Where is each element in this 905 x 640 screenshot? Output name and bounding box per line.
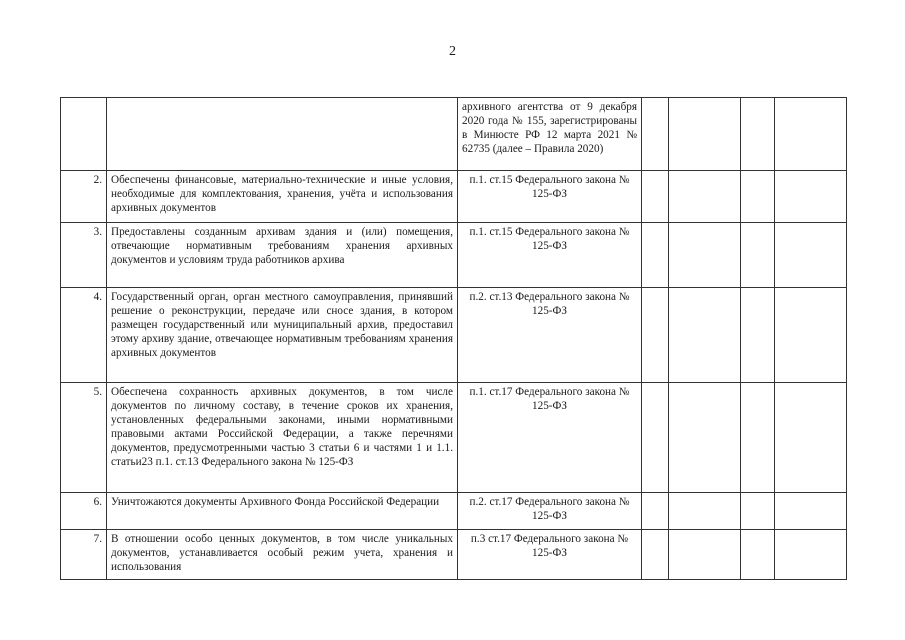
- row-number: 2.: [61, 171, 107, 223]
- empty-cell: [741, 288, 775, 383]
- requirement-text: Государственный орган, орган местного самоуправления, принявший решение о реконструкции, передаче или сносе здания, в котором размещен государственный или муниципальный архив, предоставил этому архиву здание, отвечающее нормативным требованиям хранения архивных документов: [107, 288, 458, 383]
- empty-cell: [775, 171, 847, 223]
- legal-reference: п.1. ст.15 Федерального закона № 125-ФЗ: [458, 171, 642, 223]
- empty-cell: [741, 493, 775, 530]
- empty-cell: [775, 223, 847, 288]
- row-number: [61, 98, 107, 171]
- empty-cell: [741, 171, 775, 223]
- row-number: 3.: [61, 223, 107, 288]
- page-number: 2: [449, 44, 456, 59]
- empty-cell: [775, 288, 847, 383]
- empty-cell: [669, 98, 741, 171]
- empty-cell: [775, 383, 847, 493]
- requirement-text: Обеспечена сохранность архивных документов, в том числе документов по личному составу, в течение сроков их хранения, установленных федеральными законами, иными нормативными правовыми актами Российской Федерации, а также перечнями документов, предусмотренными частью 3 статьи 6 и частями 1 и 1.1. статьи23 п.1. ст.13 Федерального закона № 125-ФЗ: [107, 383, 458, 493]
- empty-cell: [669, 171, 741, 223]
- requirement-text: Предоставлены созданным архивам здания и (или) помещения, отвечающие нормативным требованиям хранения архивных документов и условиям труда работников архива: [107, 223, 458, 288]
- empty-cell: [741, 383, 775, 493]
- row-number: 6.: [61, 493, 107, 530]
- legal-reference: п.2. ст.13 Федерального закона № 125-ФЗ: [458, 288, 642, 383]
- empty-cell: [642, 98, 669, 171]
- empty-cell: [669, 530, 741, 580]
- empty-cell: [642, 223, 669, 288]
- empty-cell: [669, 493, 741, 530]
- table-row: [61, 493, 847, 530]
- requirement-text: В отношении особо ценных документов, в том числе уникальных документов, устанавливается особый режим учета, хранения и использования: [107, 530, 458, 580]
- empty-cell: [775, 493, 847, 530]
- legal-reference: п.1. ст.15 Федерального закона № 125-ФЗ: [458, 223, 642, 288]
- requirement-text: Обеспечены финансовые, материально-технические и иные условия, необходимые для комплектования, хранения, учёта и использования архивных документов: [107, 171, 458, 223]
- table-row: [61, 223, 847, 288]
- empty-cell: [642, 493, 669, 530]
- requirements-table: [60, 97, 847, 580]
- empty-cell: [669, 288, 741, 383]
- legal-reference: архивного агентства от 9 декабря 2020 года № 155, зарегистрированы в Минюсте РФ 12 марта 2021 № 62735 (далее – Правила 2020): [458, 98, 642, 171]
- row-number: 5.: [61, 383, 107, 493]
- empty-cell: [642, 171, 669, 223]
- empty-cell: [775, 98, 847, 171]
- empty-cell: [741, 530, 775, 580]
- empty-cell: [741, 98, 775, 171]
- empty-cell: [669, 383, 741, 493]
- table-row: [61, 383, 847, 493]
- row-number: 7.: [61, 530, 107, 580]
- empty-cell: [642, 383, 669, 493]
- table-row: [61, 98, 847, 171]
- requirement-text: Уничтожаются документы Архивного Фонда Российской Федерации: [107, 493, 458, 530]
- empty-cell: [741, 223, 775, 288]
- requirement-text: [107, 98, 458, 171]
- empty-cell: [642, 530, 669, 580]
- table-row: [61, 530, 847, 580]
- table-row: [61, 288, 847, 383]
- empty-cell: [775, 530, 847, 580]
- legal-reference: п.2. ст.17 Федерального закона № 125-ФЗ: [458, 493, 642, 530]
- table-row: [61, 171, 847, 223]
- empty-cell: [669, 223, 741, 288]
- legal-reference: п.1. ст.17 Федерального закона № 125-ФЗ: [458, 383, 642, 493]
- empty-cell: [642, 288, 669, 383]
- row-number: 4.: [61, 288, 107, 383]
- legal-reference: п.3 ст.17 Федерального закона № 125-ФЗ: [458, 530, 642, 580]
